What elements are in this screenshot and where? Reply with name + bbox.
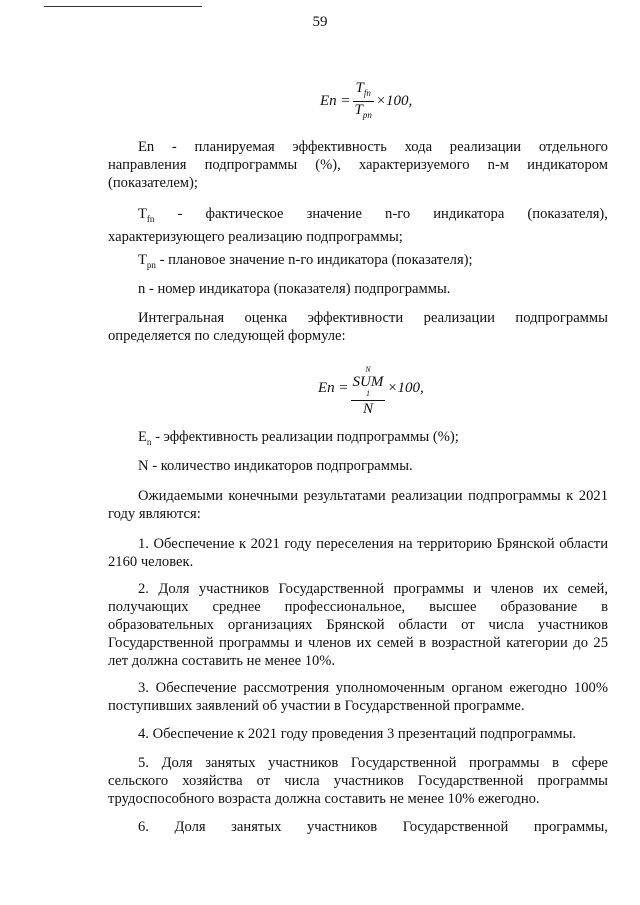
definition-n: n - номер индикатора (показателя) подпрограммы. <box>138 281 451 297</box>
formula2-fraction <box>351 360 386 417</box>
formula2-numerator: N SUM 1 <box>352 365 384 398</box>
definition-en-integral: $E_n$ - эффективность реализации подпрограммы (%); <box>138 429 459 447</box>
formula-numerator: $T_{fn}$ <box>355 80 371 98</box>
integral-evaluation-line1: Интегральная оценка эффективности реализации подпрограммы <box>138 310 608 326</box>
definition-tpn: $T_{pn}$ - плановое значение n-го индикатора (показателя); <box>138 252 473 270</box>
result-item-5: 5. Доля занятых участников Государственной программы в сфере сельского хозяйства от числа участников Государственной программы трудоспособного возраста должна составить не менее 10% ежегодно. <box>108 755 608 807</box>
definition-en-line1: En - планируемая эффективность хода реализации отдельного <box>138 139 608 155</box>
integral-evaluation: Интегральная оценка эффективности реализации подпрограммы определяется по следующей формуле: <box>108 310 608 344</box>
result-item-3: 3. Обеспечение рассмотрения уполномоченным органом ежегодно 100% поступивших заявлений об участии в Государственной программе. <box>108 680 608 714</box>
formula-planned-efficiency <box>320 80 412 123</box>
formula2-tail: ×100, <box>387 380 424 396</box>
formula-denominator: $T_{pn}$ <box>354 102 372 120</box>
formula-tail: ×100, <box>375 93 413 109</box>
expected-results-intro: Ожидаемыми конечными результатами реализации подпрограммы к 2021 году являются: <box>108 488 608 522</box>
definition-N: N - количество индикаторов подпрограммы. <box>138 458 413 474</box>
result-item-2: 2. Доля участников Государственной программы и членов их семей, получающих среднее профессиональное, высшее образование в образовательных организациях Брянской области от числа участников Государственной программы и членов их семей в возрастной категории до 25 лет должна составить не менее 10%. <box>108 581 608 669</box>
formula-fraction <box>353 80 374 123</box>
result-item-6-line1: 6. Доля занятых участников Государственной программы, <box>138 819 608 835</box>
result-item-4: 4. Обеспечение к 2021 году проведения 3 презентаций подпрограммы. <box>138 726 577 742</box>
page-number: 59 <box>312 14 328 30</box>
definition-en: En - планируемая эффективность хода реализации отдельного направления подпрограммы (%), характеризуемого n-м индикатором (показателем); <box>108 139 608 191</box>
formula-integral-efficiency <box>318 360 424 417</box>
formula-lhs: En = <box>320 93 351 109</box>
definition-tfn-line1: $T_{fn}$ - фактическое значение n-го индикатора (показателя), <box>138 206 608 224</box>
formula2-lhs: En = <box>318 380 349 396</box>
formula2-denominator: N <box>362 401 373 417</box>
result-item-1: 1. Обеспечение к 2021 году переселения на территорию Брянской области 2160 человек. <box>108 536 608 570</box>
top-rule <box>44 6 202 7</box>
definition-tfn: $T_{fn}$ - фактическое значение n-го индикатора (показателя), характеризующего реализацию подпрограммы; <box>108 206 608 245</box>
result-item-6 <box>108 818 608 836</box>
